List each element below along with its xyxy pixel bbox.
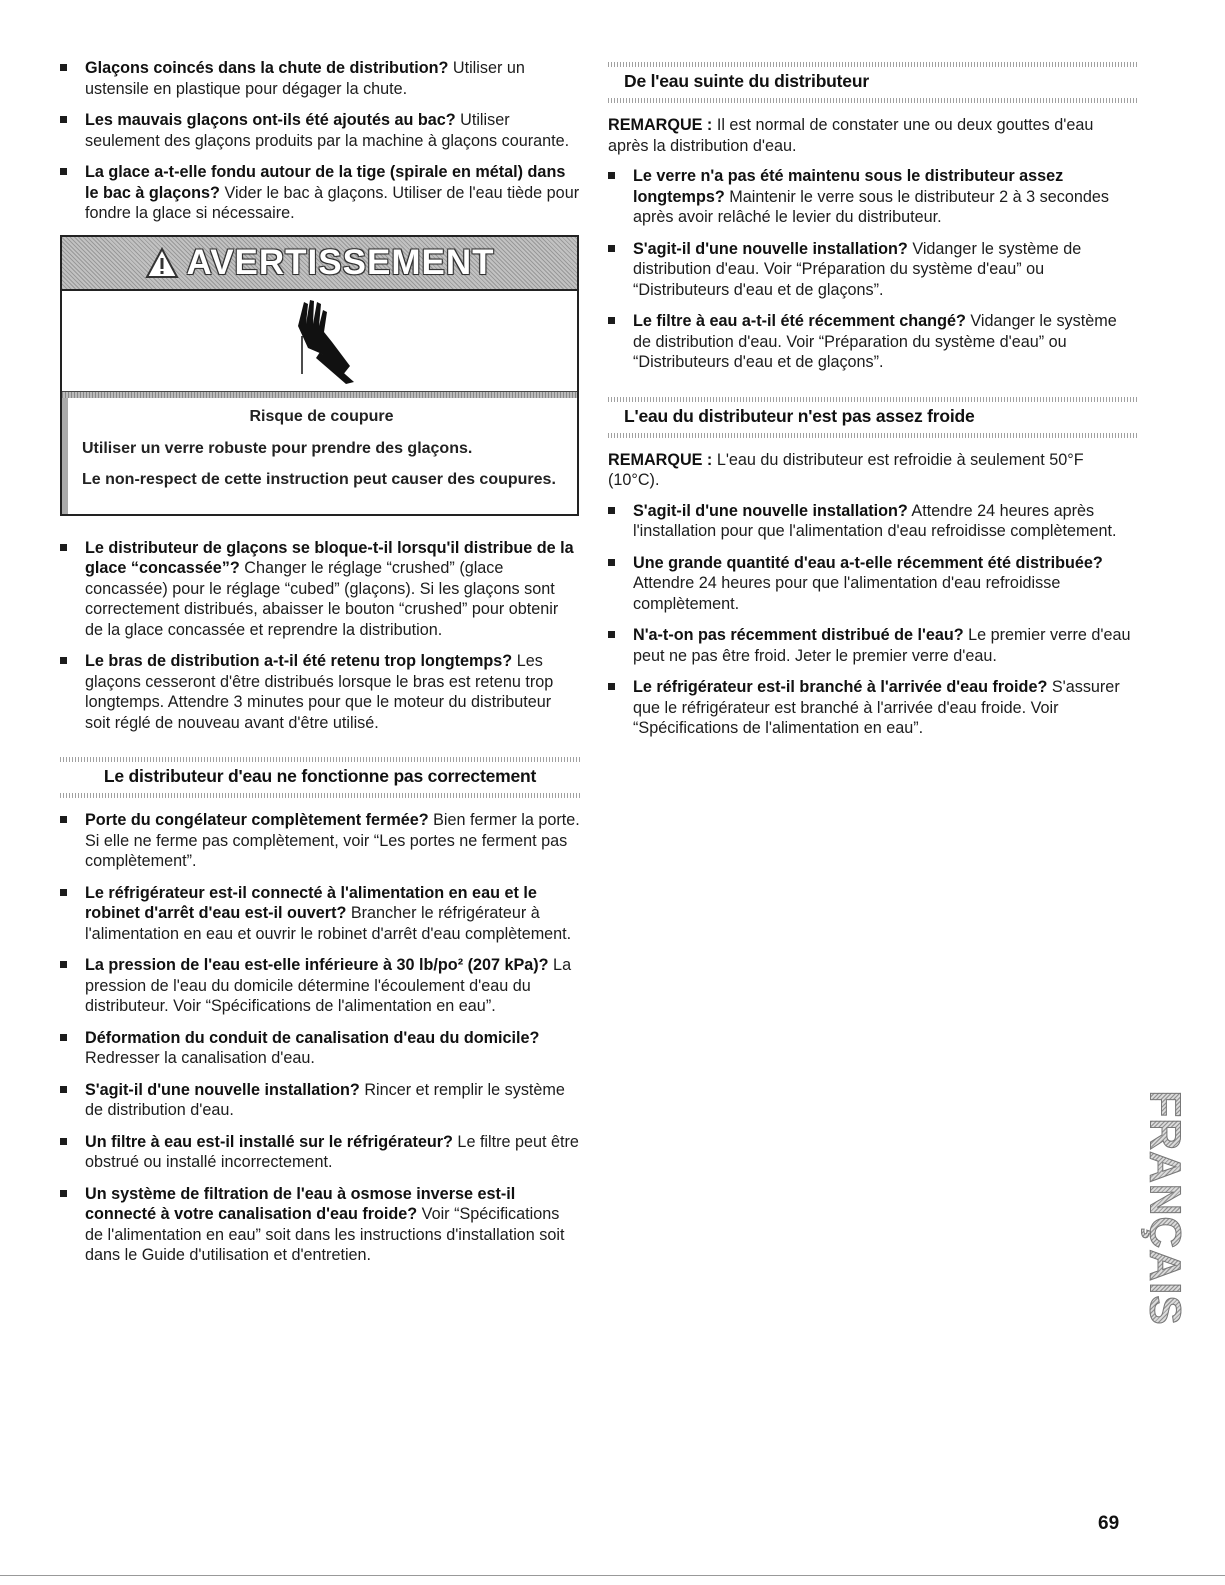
warning-triangle-icon (145, 247, 179, 279)
list-item: Le bras de distribution a-t-il été retenu trop longtemps? Les glaçons cesseront d'être distribués lorsque le bras est retenu trop longtemps. Attendre 3 minutes pour que le moteur du distributeur soit réglé de nouveau avant d'être utilisé. (60, 651, 580, 733)
section-title: L'eau du distributeur n'est pas assez froide (624, 405, 975, 426)
list-item: Le réfrigérateur est-il branché à l'arrivée d'eau froide? S'assurer que le réfrigérateur est branché à l'arrivée d'eau froide. Voir “Spécifications de l'alimentation en eau”. (608, 677, 1138, 739)
warning-hazard: Risque de coupure (249, 407, 394, 425)
section-header (608, 62, 1138, 103)
list-item: Les mauvais glaçons ont-ils été ajoutés au bac? Utiliser seulement des glaçons produits par la machine à glaçons courante. (60, 110, 580, 151)
warning-header (62, 237, 577, 291)
page-bottom-rule (0, 1575, 1225, 1576)
warning-box (60, 235, 579, 516)
list-item: Le réfrigérateur est-il connecté à l'alimentation en eau et le robinet d'arrêt d'eau est-il ouvert? Brancher le réfrigérateur à l'alimentation en eau et ouvrir le robinet d'arrêt d'eau complètement. (60, 883, 580, 945)
list-item: La glace a-t-elle fondu autour de la tige (spirale en métal) dans le bac à glaçons? Vider le bac à glaçons. Utiliser de l'eau tiède pour fondre la glace si nécessaire. (60, 162, 580, 224)
list-item: Une grande quantité d'eau a-t-elle récemment été distribuée? Attendre 24 heures pour que l'alimentation d'eau refroidisse complètement. (608, 553, 1138, 615)
warning-consequence: Le non-respect de cette instruction peut causer des coupures. (82, 470, 556, 488)
leak-list (608, 166, 1138, 373)
list-item: N'a-t-on pas récemment distribué de l'eau? Le premier verre d'eau peut ne pas être froid. Jeter le premier verre d'eau. (608, 625, 1138, 666)
list-item: La pression de l'eau est-elle inférieure à 30 lb/po² (207 kPa)? La pression de l'eau du domicile détermine l'écoulement d'eau du distributeur. Voir “Spécifications de l'alimentation en eau”. (60, 955, 580, 1017)
right-column (608, 62, 1138, 750)
page-number: 69 (1098, 1513, 1120, 1534)
note: REMARQUE : Il est normal de constater une ou deux gouttes d'eau après la distribution d'eau. (608, 116, 1094, 155)
list-item: Le verre n'a pas été maintenu sous le distributeur assez longtemps? Maintenir le verre sous le distributeur 2 à 3 secondes après avoir relâché le levier du distributeur. (608, 166, 1138, 228)
section-title: Le distributeur d'eau ne fonctionne pas correctement (103, 766, 537, 786)
section-header (608, 397, 1138, 438)
list-item: S'agit-il d'une nouvelle installation? Attendre 24 heures après l'installation pour que l'alimentation d'eau refroidisse complètement. (608, 501, 1138, 542)
warning-body (62, 398, 577, 514)
list-item: S'agit-il d'une nouvelle installation? Vidanger le système de distribution d'eau. Voir “Préparation du système d'eau” ou “Distributeurs d'eau et de glaçons”. (608, 239, 1138, 301)
list-item: Un filtre à eau est-il installé sur le réfrigérateur? Le filtre peut être obstrué ou installé incorrectement. (60, 1132, 580, 1173)
section-title: De l'eau suinte du distributeur (624, 71, 869, 91)
note: REMARQUE : L'eau du distributeur est refroidie à seulement 50°F (10°C). (608, 450, 1084, 489)
list-item: Un système de filtration de l'eau à osmose inverse est-il connecté à votre canalisation d'eau froide? Voir “Spécifications de l'alimentation en eau” soit dans les instructions d'installation soit dans le Guide d'utilisation et d'entretien. (60, 1184, 580, 1266)
language-tab: FRANÇAIS (1141, 1090, 1191, 1326)
list-item: Le distributeur de glaçons se bloque-t-il lorsqu'il distribue de la glace “concassée”? Changer le réglage “crushed” (glace concassée) pour le réglage “cubed” (glaçons). Si les glaçons sont correctement distribués, abaisser le bouton “crushed” pour obtenir de la glace concassée et reprendre la distribution. (60, 538, 580, 641)
list-item: Glaçons coincés dans la chute de distribution? Utiliser un ustensile en plastique pour dégager la chute. (60, 58, 580, 99)
mid-list (60, 538, 580, 734)
warning-instruction: Utiliser un verre robuste pour prendre des glaçons. (82, 439, 473, 457)
top-list (60, 58, 580, 224)
warning-title: AVERTISSEMENT (186, 242, 495, 282)
left-column (60, 58, 580, 1277)
cold-water-list (608, 501, 1138, 739)
cut-hazard-icon (62, 291, 577, 392)
list-item: Porte du congélateur complètement fermée? Bien fermer la porte. Si elle ne ferme pas complètement, voir “Les portes ne ferment pas complètement”. (60, 810, 580, 872)
section-header (60, 757, 580, 798)
list-item: Le filtre à eau a-t-il été récemment changé? Vidanger le système de distribution d'eau. Voir “Préparation du système d'eau” ou “Distributeurs d'eau et de glaçons”. (608, 311, 1138, 373)
list-item: S'agit-il d'une nouvelle installation? Rincer et remplir le système de distribution d'eau. (60, 1080, 580, 1121)
water-dispenser-list (60, 810, 580, 1266)
list-item: Déformation du conduit de canalisation d'eau du domicile? Redresser la canalisation d'eau. (60, 1028, 580, 1069)
